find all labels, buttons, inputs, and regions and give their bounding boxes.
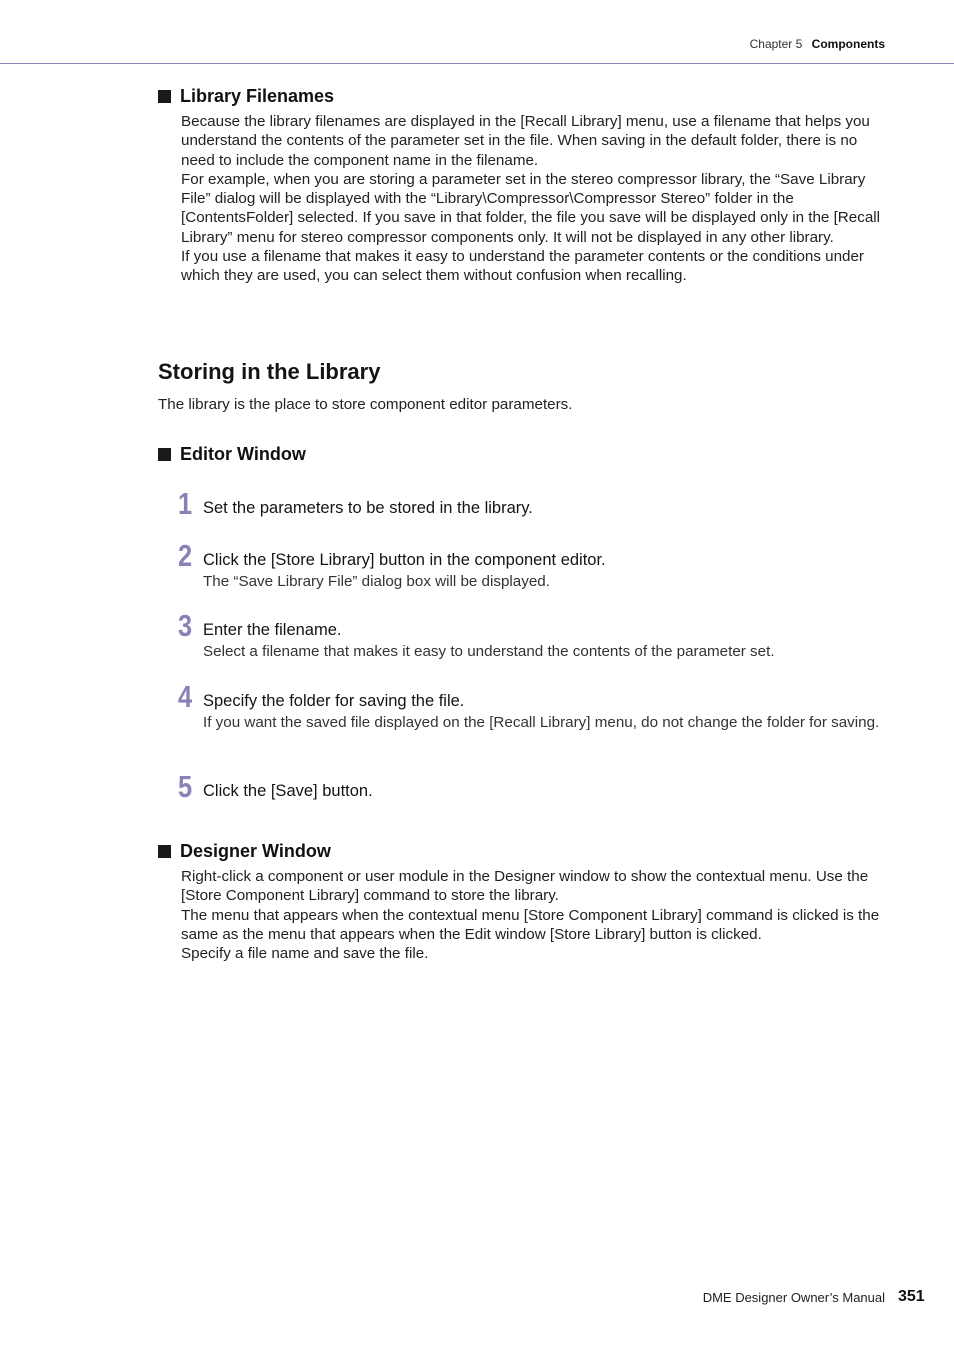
designer-window-body — [181, 867, 884, 963]
square-bullet-icon — [158, 90, 171, 103]
step-number: 4 — [178, 679, 193, 714]
step-number: 2 — [178, 538, 193, 573]
step-text: Enter the filename. — [203, 621, 342, 639]
step-note: If you want the saved file displayed on the [Recall Library] menu, do not change the folder for saving. — [203, 714, 880, 731]
paragraph: Because the library filenames are displayed in the [Recall Library] menu, use a filename that helps you understand the contents of the parameter set in the file. When saving in the default folder, there is no need to include the component name in the filename. — [181, 113, 870, 169]
step-note: The “Save Library File” dialog box will be displayed. — [203, 573, 550, 590]
designer-window-heading — [158, 841, 331, 862]
paragraph: If you use a filename that makes it easy to understand the parameter contents or the conditions under which they are used, you can select them without confusion when recalling. — [181, 248, 864, 285]
section-title: Storing in the Library — [158, 359, 381, 384]
step-text: Set the parameters to be stored in the library. — [203, 499, 533, 517]
step-note: Select a filename that makes it easy to understand the contents of the parameter set. — [203, 643, 775, 660]
paragraph: For example, when you are storing a parameter set in the stereo compressor library, the “Save Library File” dialog will be displayed with the “Library\Compressor\Compressor Stereo” folder in the [ContentsFolder] selected. If you save in that folder, the file you save will be displayed only in the [Recall Library” menu for stereo compressor components only. It will not be displayed in any other library. — [181, 170, 881, 246]
manual-title: DME Designer Owner’s Manual — [702, 1290, 885, 1305]
step-number: 1 — [178, 486, 193, 521]
square-bullet-icon — [158, 448, 171, 461]
library-filenames-heading — [158, 86, 334, 107]
section-description: The library is the place to store component editor parameters. — [158, 396, 573, 413]
step-text: Click the [Save] button. — [203, 782, 373, 800]
header-divider — [0, 63, 954, 64]
editor-window-heading-text: Editor Window — [180, 444, 306, 464]
designer-window-heading-text: Designer Window — [180, 841, 331, 861]
step-number: 5 — [178, 769, 193, 804]
library-filenames-body — [181, 112, 884, 286]
library-filenames-heading-text: Library Filenames — [180, 86, 335, 106]
running-header — [750, 37, 885, 51]
step-number: 3 — [178, 608, 193, 643]
step-text: Click the [Store Library] button in the component editor. — [203, 551, 606, 569]
paragraph: The menu that appears when the contextual menu [Store Component Library] command is clicked is the same as the menu that appears when the Edit window [Store Library] button is clicked. — [181, 906, 880, 943]
chapter-title: Components — [811, 37, 885, 51]
editor-window-heading — [158, 444, 306, 465]
paragraph: Specify a file name and save the file. — [181, 945, 429, 963]
chapter-label: Chapter 5 — [749, 37, 803, 51]
page-number: 351 — [898, 1288, 925, 1305]
square-bullet-icon — [158, 845, 171, 858]
step-text: Specify the folder for saving the file. — [203, 692, 465, 710]
paragraph: Right-click a component or user module in the Designer window to show the contextual menu. Use the [Store Component Library] command to store the library. — [181, 868, 869, 905]
